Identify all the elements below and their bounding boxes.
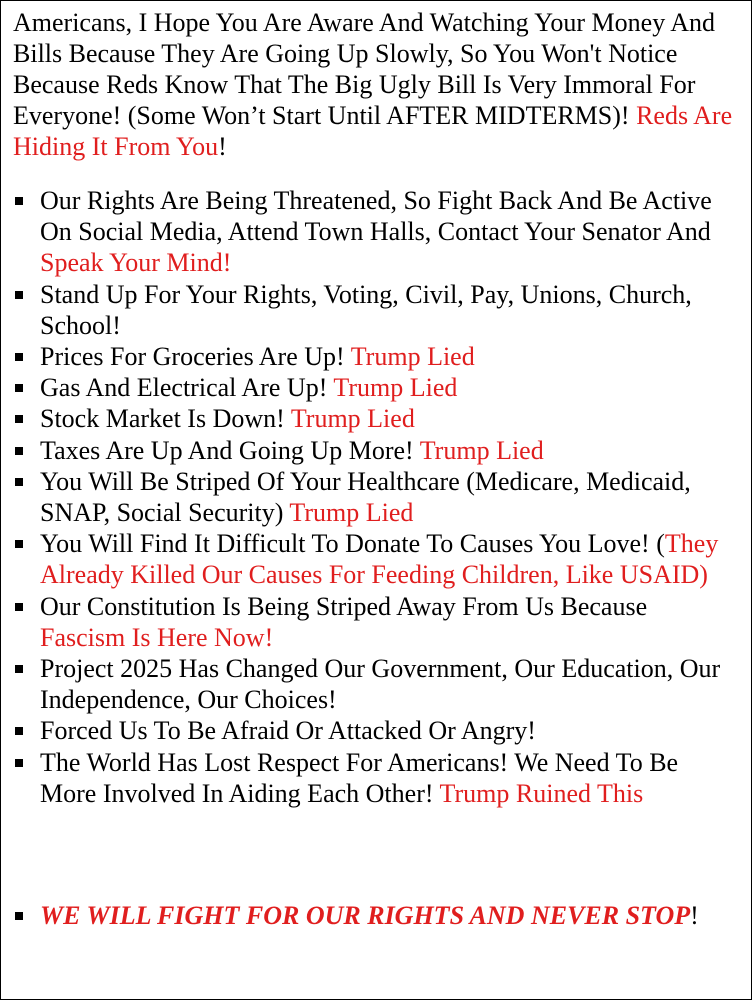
bullet-text: Gas And Electrical Are Up! [40,373,334,403]
bullet-text: Our Constitution Is Being Striped Away From Us Because [40,591,648,621]
list-item [1,279,751,341]
bullet-highlight: They Already Killed Our Causes For Feeding Children, Like USAID) [40,529,719,590]
bullet-text: Project 2025 Has Changed Our Government, Our Education, Our Independence, Our Choices! [40,654,721,715]
final-call-list [1,900,751,931]
intro-paragraph [13,7,738,162]
list-item [1,715,751,746]
list-item [1,435,751,466]
list-item [1,528,751,590]
bullet-text: The World Has Lost Respect For Americans! We Need To Be More Involved In Aiding Each Other! [40,747,679,808]
bullet-text: Our Rights Are Being Threatened, So Fight Back And Be Active On Social Media, Attend Town Halls, Contact Your Senator And [40,186,712,247]
bullet-highlight: Trump Ruined This [439,778,644,808]
final-call-text: WE WILL FIGHT FOR OUR RIGHTS AND NEVER STOP [40,901,691,930]
final-call-suffix: ! [690,901,699,930]
bullet-highlight: Trump Lied [419,435,544,465]
bullet-text: Stock Market Is Down! [40,404,291,434]
intro-highlight: Reds Are Hiding It From You [13,101,733,161]
bullet-text: You Will Find It Difficult To Donate To Causes You Love! ( [40,529,665,559]
list-item [1,653,751,715]
list-item [1,466,751,528]
list-item [1,185,751,279]
bullet-highlight: Trump Lied [333,373,458,403]
bullet-text: Prices For Groceries Are Up! [40,342,351,372]
bullet-highlight: Trump Lied [290,404,415,434]
list-item [1,372,751,403]
bullet-text: You Will Be Striped Of Your Healthcare (Medicare, Medicaid, SNAP, Social Security) [40,466,691,528]
bullet-text: Forced Us To Be Afraid Or Attacked Or Angry! [40,716,536,746]
bullet-list [1,185,751,809]
list-item [1,341,751,372]
bullet-highlight: Fascism Is Here Now! [40,622,274,652]
bullet-highlight: Trump Lied [350,342,475,372]
intro-text: Americans, I Hope You Are Aware And Watching Your Money And Bills Because They Are Going Up Slowly, So You Won't Notice Because Reds Know That The Big Ugly Bill Is Very Immoral For Everyone! (Some Won’t Start Until AFTER MIDTERMS)! [13,8,716,130]
bullet-highlight: Speak Your Mind! [40,248,232,278]
bullet-text: Taxes Are Up And Going Up More! [40,435,420,465]
bullet-highlight: Trump Lied [289,498,414,528]
bullet-text: Stand Up For Your Rights, Voting, Civil, Pay, Unions, Church, School! [40,279,692,340]
list-item [1,747,751,809]
list-item [1,591,751,653]
list-item [1,403,751,434]
intro-suffix: ! [218,132,227,161]
final-call-item [1,900,751,931]
